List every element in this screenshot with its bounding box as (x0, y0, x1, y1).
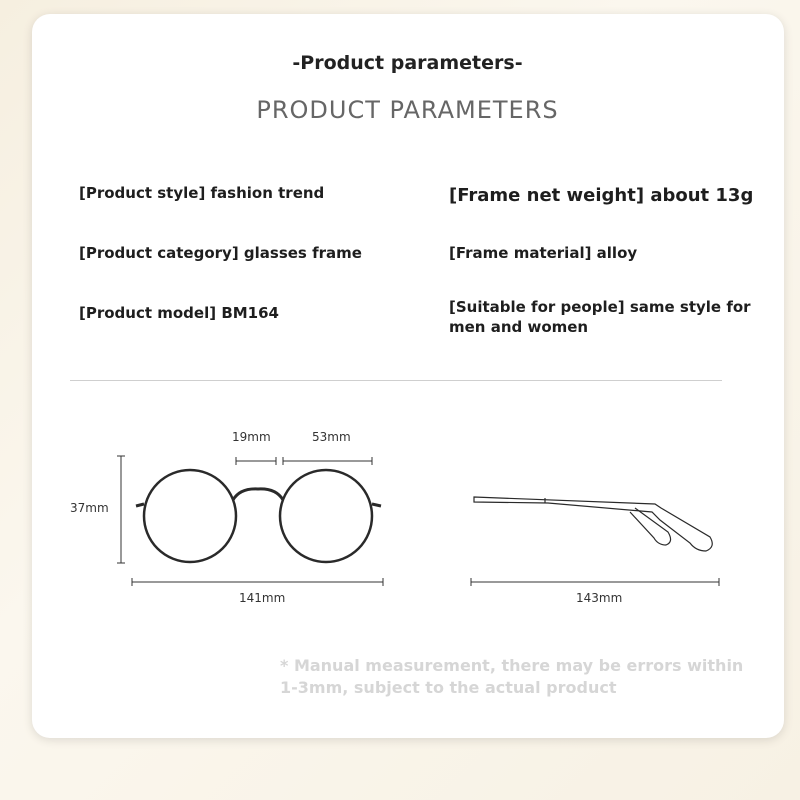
param-product-style: [Product style] fashion trend (79, 184, 325, 202)
param-frame-material: [Frame material] alloy (449, 244, 638, 262)
side-view-temple (474, 497, 712, 551)
measurement-note-line1: * Manual measurement, there may be errors within (280, 656, 744, 675)
section-subtitle: PRODUCT PARAMETERS (256, 96, 559, 124)
frame-width-label: 141mm (239, 591, 286, 605)
measurement-note-line2: 1-3mm, subject to the actual product (280, 678, 617, 697)
param-product-category: [Product category] glasses frame (79, 244, 362, 262)
front-view-frame (136, 470, 381, 562)
bridge-width-label: 19mm (232, 430, 271, 444)
section-title: -Product parameters- (292, 52, 523, 74)
param-product-model: [Product model] BM164 (79, 304, 279, 322)
measurement-note (280, 655, 770, 699)
lens-height-label: 37mm (70, 501, 109, 515)
lens-width-label: 53mm (312, 430, 351, 444)
param-suitable-line2: men and women (449, 318, 589, 336)
param-frame-weight: [Frame net weight] about 13g (449, 185, 754, 206)
param-suitable-line1: [Suitable for people] same style for (449, 298, 751, 316)
temple-length-label: 143mm (576, 591, 623, 605)
